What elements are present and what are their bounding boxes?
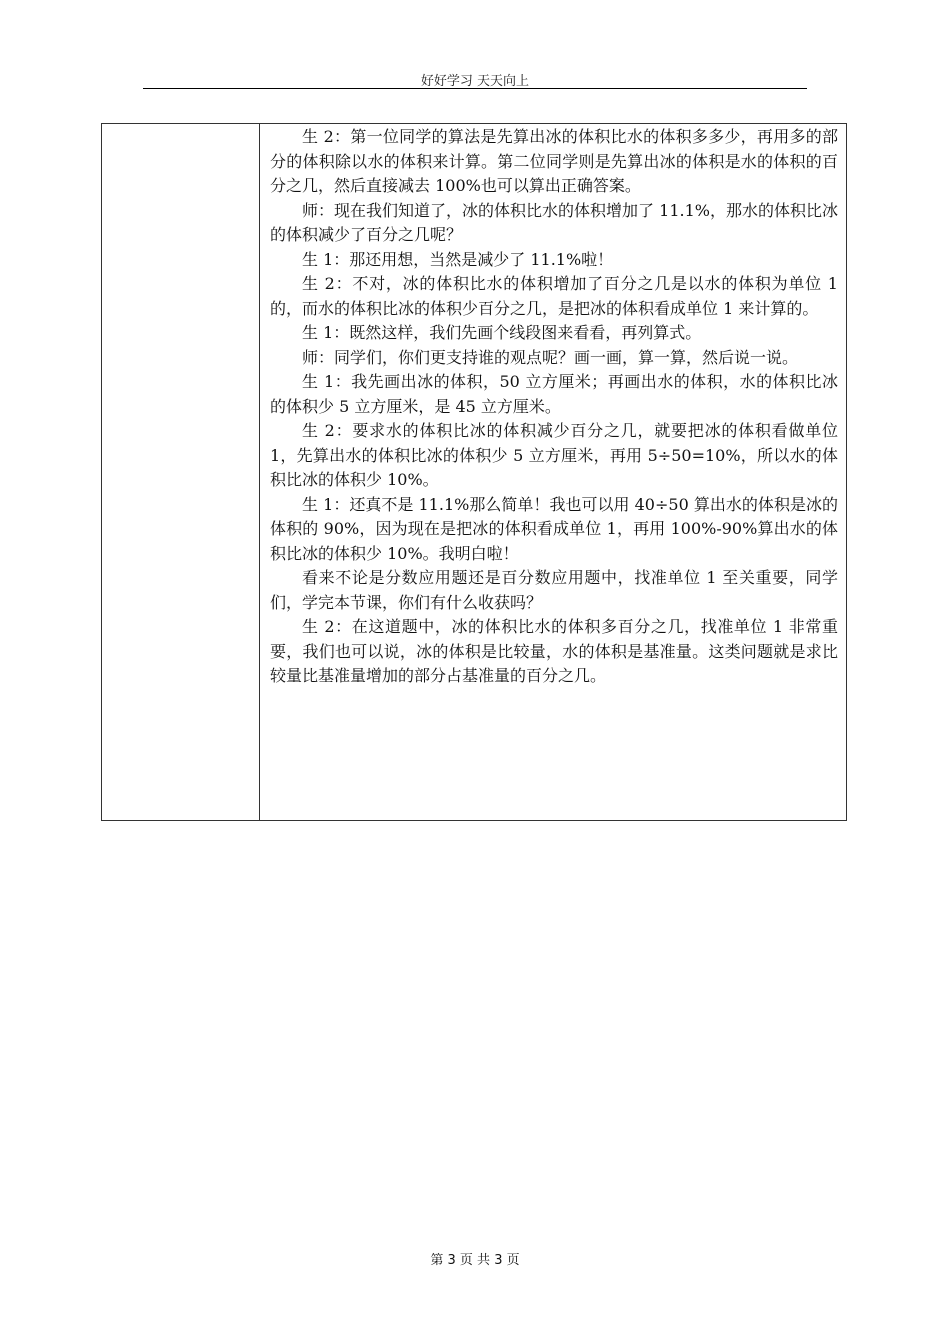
table-content-cell [260, 124, 846, 820]
dialogue-paragraph: 生 1：那还用想，当然是减少了 11.1%啦！ [302, 249, 614, 269]
dialogue-paragraph: 师：现在我们知道了，冰的体积比水的体积增加了 11.1%，那水的体积比冰的体积减少了百分之几呢？ [270, 200, 838, 244]
dialogue-paragraph: 生 1：我先画出冰的体积，50 立方厘米；再画出水的体积，水的体积比冰的体积少 5 立方厘米，是 45 立方厘米。 [270, 372, 838, 416]
dialogue-paragraph: 生 1：还真不是 11.1%那么简单！我也可以用 40÷50 算出水的体积是冰的体积的 90%，因为现在是把冰的体积看成单位 1，再用 100%-90%算出水的体积比冰的体积少 10%。我明白啦！ [270, 494, 838, 563]
lesson-table [101, 123, 847, 821]
dialogue-paragraph: 看来不论是分数应用题还是百分数应用题中，找准单位 1 至关重要，同学们，学完本节课，你们有什么收获吗？ [270, 568, 838, 612]
page-header-title: 好好学习 天天向上 [420, 74, 530, 89]
page-number: 第 3 页 共 3 页 [430, 1253, 520, 1268]
dialogue-paragraph: 生 2：第一位同学的算法是先算出冰的体积比水的体积多多少，再用多的部分的体积除以水的体积来计算。第二位同学则是先算出冰的体积是水的体积的百分之几，然后直接减去 100%也可以算出正确答案。 [270, 127, 838, 195]
dialogue-paragraph: 生 2：要求水的体积比冰的体积减少百分之几，就要把冰的体积看做单位 1，先算出水的体积比冰的体积少 5 立方厘米，再用 5÷50=10%，所以水的体积比冰的体积少 10%。 [270, 421, 838, 489]
dialogue-paragraph: 生 2：不对，冰的体积比水的体积增加了百分之几是以水的体积为单位 1 的，而水的体积比冰的体积少百分之几，是把冰的体积看成单位 1 来计算的。 [270, 274, 838, 318]
dialogue-paragraph: 生 1：既然这样，我们先画个线段图来看看，再列算式。 [302, 323, 702, 342]
header-divider [143, 88, 807, 89]
dialogue-paragraph: 师：同学们，你们更支持谁的观点呢？画一画，算一算，然后说一说。 [302, 347, 799, 367]
dialogue-paragraph: 生 2：在这道题中，冰的体积比水的体积多百分之几，找准单位 1 非常重要，我们也可以说，冰的体积是比较量，水的体积是基准量。这类问题就是求比较量比基准量增加的部分占基准量的百分之几。 [270, 617, 838, 685]
table-left-cell [102, 124, 260, 820]
